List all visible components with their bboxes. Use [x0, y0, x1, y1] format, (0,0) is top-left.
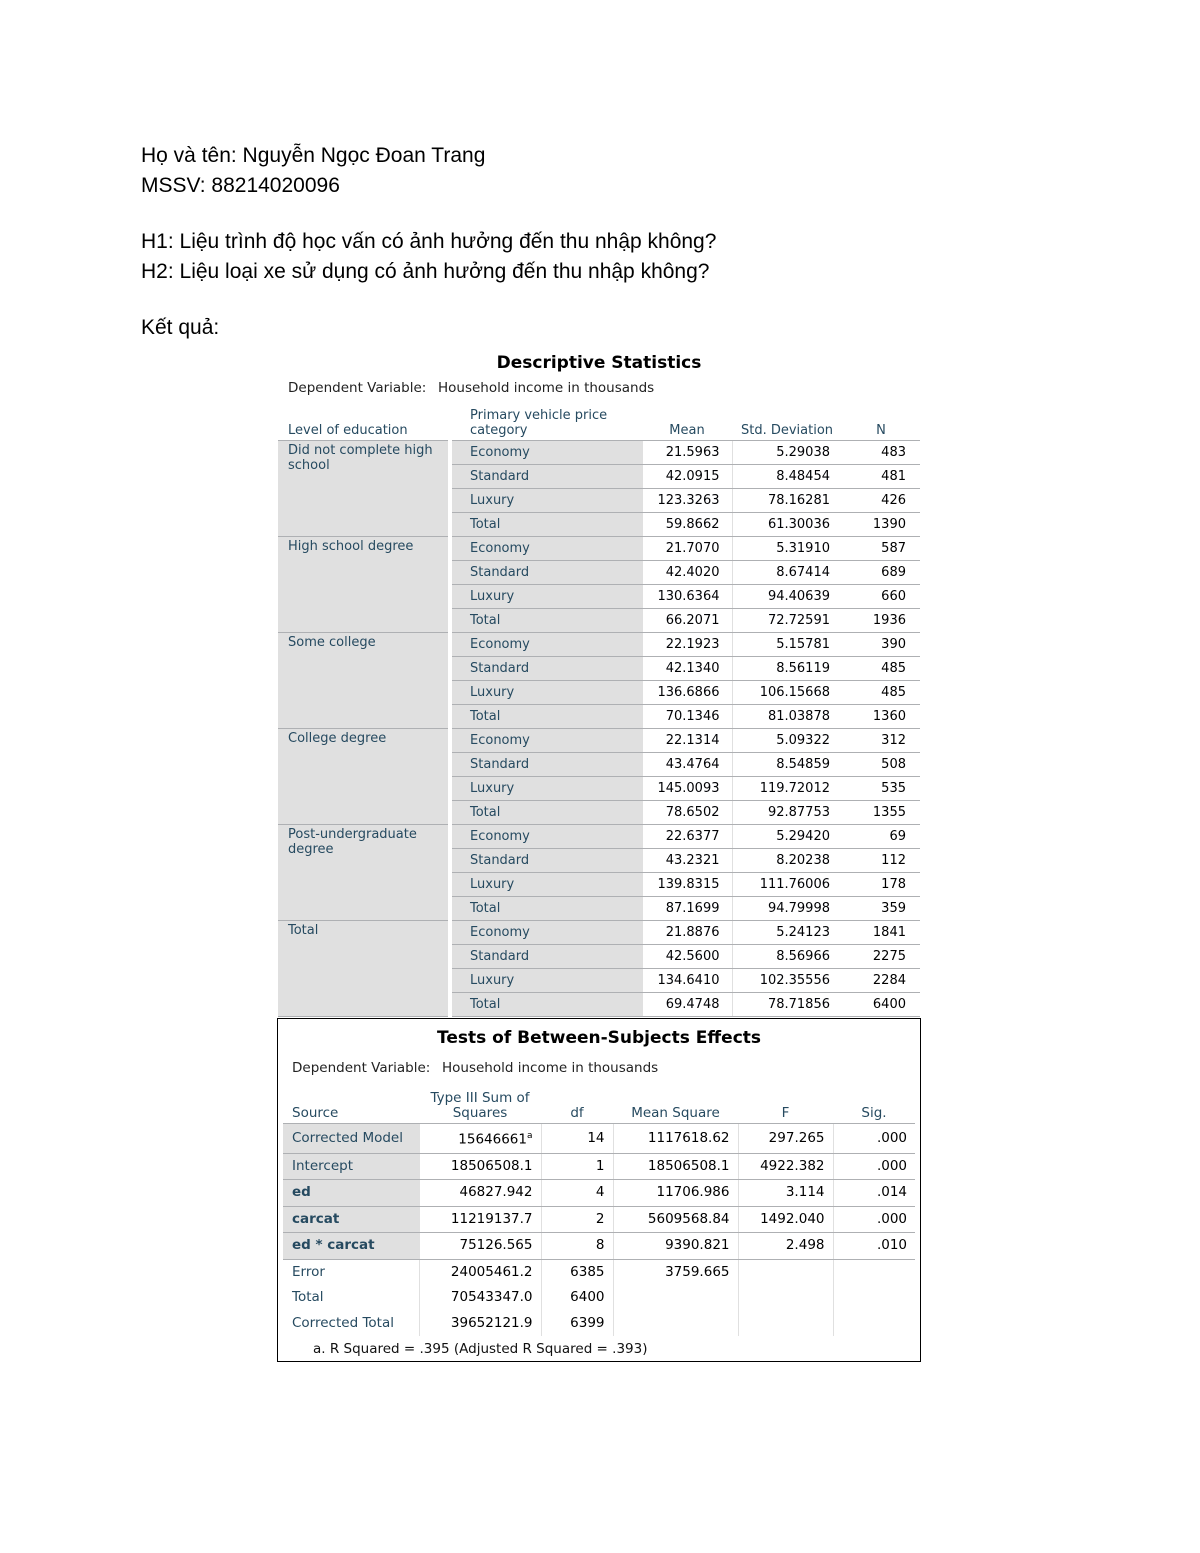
- source-cell: ed * carcat: [283, 1233, 419, 1260]
- n-value: 587: [842, 537, 920, 561]
- table-row: [283, 1124, 915, 1154]
- education-level: Post-undergraduate degree: [278, 825, 450, 921]
- std-value: 8.54859: [732, 753, 842, 777]
- mean-value: 139.8315: [642, 873, 732, 897]
- n-value: 1360: [842, 705, 920, 729]
- std-value: 102.35556: [732, 969, 842, 993]
- vehicle-category: Total: [460, 801, 642, 825]
- df-cell: 6400: [541, 1285, 613, 1311]
- mean-value: 130.6364: [642, 585, 732, 609]
- std-value: 119.72012: [732, 777, 842, 801]
- n-value: 535: [842, 777, 920, 801]
- vehicle-category: Economy: [460, 633, 642, 657]
- table-row: [278, 921, 920, 945]
- vehicle-category: Luxury: [460, 873, 642, 897]
- mean-value: 42.5600: [642, 945, 732, 969]
- ss-cell: [419, 1206, 541, 1233]
- n-value: 485: [842, 681, 920, 705]
- ms-cell: 1117618.62: [613, 1124, 738, 1154]
- df-cell: 4: [541, 1180, 613, 1207]
- table-row: [278, 825, 920, 849]
- std-value: 78.71856: [732, 993, 842, 1017]
- between-subjects-table: [277, 1018, 921, 1362]
- ss-cell: [419, 1180, 541, 1207]
- std-value: 8.56966: [732, 945, 842, 969]
- header-level: Level of education: [278, 400, 450, 441]
- std-value: 81.03878: [732, 705, 842, 729]
- f-cell: [738, 1259, 833, 1285]
- footnote-marker: a: [526, 1131, 533, 1141]
- df-cell: 14: [541, 1124, 613, 1154]
- sig-cell: .000: [833, 1124, 915, 1154]
- n-value: 1355: [842, 801, 920, 825]
- table-row: [283, 1285, 915, 1311]
- mean-value: 21.8876: [642, 921, 732, 945]
- mean-value: 22.6377: [642, 825, 732, 849]
- ms-cell: 5609568.84: [613, 1206, 738, 1233]
- mean-value: 43.4764: [642, 753, 732, 777]
- vehicle-category: Standard: [460, 561, 642, 585]
- ss-value: 18506508.1: [450, 1157, 533, 1174]
- hypothesis-2: H2: Liệu loại xe sử dụng có ảnh hưởng đến thu nhập không?: [141, 260, 710, 283]
- header-f: F: [738, 1081, 833, 1124]
- tests-depvar-label: Dependent Variable:: [292, 1060, 431, 1076]
- table-row: [283, 1180, 915, 1207]
- descriptive-statistics-table: [278, 350, 920, 1017]
- df-cell: 6385: [541, 1259, 613, 1285]
- mean-value: 21.5963: [642, 441, 732, 465]
- f-cell: 4922.382: [738, 1153, 833, 1180]
- header-df: df: [541, 1081, 613, 1124]
- std-value: 111.76006: [732, 873, 842, 897]
- std-value: 5.29038: [732, 441, 842, 465]
- ms-cell: 3759.665: [613, 1259, 738, 1285]
- tests-title: Tests of Between-Subjects Effects: [436, 1028, 762, 1048]
- sig-cell: .000: [833, 1153, 915, 1180]
- df-cell: 8: [541, 1233, 613, 1260]
- vehicle-category: Total: [460, 993, 642, 1017]
- intro-text: [141, 141, 716, 343]
- n-value: 1390: [842, 513, 920, 537]
- sig-cell: .000: [833, 1206, 915, 1233]
- std-value: 92.87753: [732, 801, 842, 825]
- n-value: 390: [842, 633, 920, 657]
- std-value: 72.72591: [732, 609, 842, 633]
- n-value: 485: [842, 657, 920, 681]
- n-value: 689: [842, 561, 920, 585]
- mean-value: 21.7070: [642, 537, 732, 561]
- depvar-label: Dependent Variable:: [288, 380, 427, 396]
- source-cell: ed: [283, 1180, 419, 1207]
- education-level: High school degree: [278, 537, 450, 633]
- vehicle-category: Total: [460, 705, 642, 729]
- mean-value: 66.2071: [642, 609, 732, 633]
- n-value: 508: [842, 753, 920, 777]
- vehicle-category: Total: [460, 897, 642, 921]
- vehicle-category: Luxury: [460, 489, 642, 513]
- std-value: 5.15781: [732, 633, 842, 657]
- std-value: 78.16281: [732, 489, 842, 513]
- header-ms: Mean Square: [613, 1081, 738, 1124]
- mean-value: 42.1340: [642, 657, 732, 681]
- header-source: Source: [283, 1081, 419, 1124]
- header-sig: Sig.: [833, 1081, 915, 1124]
- descriptive-depvar: [278, 376, 920, 400]
- n-value: 359: [842, 897, 920, 921]
- df-cell: 1: [541, 1153, 613, 1180]
- sig-cell: [833, 1285, 915, 1311]
- ss-value: 11219137.7: [450, 1210, 533, 1227]
- mean-value: 70.1346: [642, 705, 732, 729]
- ss-value: 39652121.9: [450, 1314, 533, 1331]
- ss-value: 75126.565: [459, 1237, 533, 1254]
- mean-value: 43.2321: [642, 849, 732, 873]
- source-cell: carcat: [283, 1206, 419, 1233]
- mean-value: 134.6410: [642, 969, 732, 993]
- descriptive-title: Descriptive Statistics: [496, 353, 702, 373]
- ss-cell: [419, 1259, 541, 1285]
- mean-value: 123.3263: [642, 489, 732, 513]
- std-value: 106.15668: [732, 681, 842, 705]
- f-cell: 3.114: [738, 1180, 833, 1207]
- source-cell: Intercept: [283, 1153, 419, 1180]
- n-value: 481: [842, 465, 920, 489]
- std-value: 5.29420: [732, 825, 842, 849]
- source-cell: Corrected Model: [283, 1124, 419, 1154]
- sig-cell: [833, 1311, 915, 1337]
- table-row: [283, 1153, 915, 1180]
- table-row: [278, 633, 920, 657]
- ss-value: 46827.942: [459, 1184, 533, 1201]
- source-cell: Error: [283, 1259, 419, 1285]
- hypothesis-1: H1: Liệu trình độ học vấn có ảnh hưởng đến thu nhập không?: [141, 230, 717, 253]
- sig-cell: .010: [833, 1233, 915, 1260]
- ss-cell: [419, 1233, 541, 1260]
- ms-cell: 11706.986: [613, 1180, 738, 1207]
- source-cell: Total: [283, 1285, 419, 1311]
- ms-cell: [613, 1285, 738, 1311]
- ms-cell: 18506508.1: [613, 1153, 738, 1180]
- ss-cell: [419, 1285, 541, 1311]
- mean-value: 59.8662: [642, 513, 732, 537]
- vehicle-category: Luxury: [460, 777, 642, 801]
- vehicle-category: Total: [460, 609, 642, 633]
- vehicle-category: Total: [460, 513, 642, 537]
- tests-depvar-value: Household income in thousands: [442, 1060, 659, 1076]
- header-category: Primary vehicle price category: [460, 400, 642, 441]
- vehicle-category: Luxury: [460, 969, 642, 993]
- n-value: 426: [842, 489, 920, 513]
- mean-value: 42.4020: [642, 561, 732, 585]
- table-row: [278, 729, 920, 753]
- std-value: 94.79998: [732, 897, 842, 921]
- n-value: 1841: [842, 921, 920, 945]
- vehicle-category: Standard: [460, 849, 642, 873]
- std-value: 5.24123: [732, 921, 842, 945]
- std-value: 61.30036: [732, 513, 842, 537]
- n-value: 312: [842, 729, 920, 753]
- table-row: [278, 441, 920, 465]
- mean-value: 22.1314: [642, 729, 732, 753]
- mean-value: 87.1699: [642, 897, 732, 921]
- mean-value: 78.6502: [642, 801, 732, 825]
- ss-cell: [419, 1153, 541, 1180]
- n-value: 69: [842, 825, 920, 849]
- vehicle-category: Luxury: [460, 681, 642, 705]
- n-value: 660: [842, 585, 920, 609]
- vehicle-category: Standard: [460, 465, 642, 489]
- footnote: a. R Squared = .395 (Adjusted R Squared = .393): [313, 1341, 648, 1357]
- ms-cell: 9390.821: [613, 1233, 738, 1260]
- table-row: [283, 1206, 915, 1233]
- std-value: 94.40639: [732, 585, 842, 609]
- std-value: 8.67414: [732, 561, 842, 585]
- ms-cell: [613, 1311, 738, 1337]
- student-id: MSSV: 88214020096: [141, 174, 340, 197]
- n-value: 178: [842, 873, 920, 897]
- n-value: 2275: [842, 945, 920, 969]
- table-row: [283, 1233, 915, 1260]
- tests-depvar: [278, 1055, 920, 1081]
- f-cell: 2.498: [738, 1233, 833, 1260]
- vehicle-category: Standard: [460, 945, 642, 969]
- education-level: Total: [278, 921, 450, 1017]
- vehicle-category: Economy: [460, 441, 642, 465]
- n-value: 6400: [842, 993, 920, 1017]
- n-value: 112: [842, 849, 920, 873]
- table-row: [283, 1311, 915, 1337]
- vehicle-category: Economy: [460, 729, 642, 753]
- mean-value: 136.6866: [642, 681, 732, 705]
- table-row: [283, 1259, 915, 1285]
- df-cell: 2: [541, 1206, 613, 1233]
- header-std: Std. Deviation: [732, 400, 842, 441]
- vehicle-category: Standard: [460, 753, 642, 777]
- ss-cell: [419, 1124, 541, 1154]
- vehicle-category: Economy: [460, 825, 642, 849]
- f-cell: [738, 1285, 833, 1311]
- header-n: N: [842, 400, 920, 441]
- header-mean: Mean: [642, 400, 732, 441]
- vehicle-category: Standard: [460, 657, 642, 681]
- mean-value: 22.1923: [642, 633, 732, 657]
- std-value: 8.20238: [732, 849, 842, 873]
- df-cell: 6399: [541, 1311, 613, 1337]
- education-level: Did not complete high school: [278, 441, 450, 537]
- f-cell: 1492.040: [738, 1206, 833, 1233]
- n-value: 1936: [842, 609, 920, 633]
- table-row: [278, 537, 920, 561]
- std-value: 8.56119: [732, 657, 842, 681]
- education-level: College degree: [278, 729, 450, 825]
- sig-cell: [833, 1259, 915, 1285]
- mean-value: 42.0915: [642, 465, 732, 489]
- ss-value: 70543347.0: [450, 1289, 533, 1306]
- ss-value: 15646661: [458, 1131, 527, 1148]
- student-name: Họ và tên: Nguyễn Ngọc Đoan Trang: [141, 144, 486, 167]
- mean-value: 145.0093: [642, 777, 732, 801]
- n-value: 483: [842, 441, 920, 465]
- f-cell: [738, 1311, 833, 1337]
- depvar-value: Household income in thousands: [438, 380, 655, 396]
- vehicle-category: Economy: [460, 921, 642, 945]
- vehicle-category: Economy: [460, 537, 642, 561]
- n-value: 2284: [842, 969, 920, 993]
- std-value: 8.48454: [732, 465, 842, 489]
- f-cell: 297.265: [738, 1124, 833, 1154]
- source-cell: Corrected Total: [283, 1311, 419, 1337]
- vehicle-category: Luxury: [460, 585, 642, 609]
- sig-cell: .014: [833, 1180, 915, 1207]
- std-value: 5.31910: [732, 537, 842, 561]
- ss-cell: [419, 1311, 541, 1337]
- ss-value: 24005461.2: [450, 1263, 533, 1280]
- header-ss: Type III Sum of Squares: [419, 1081, 541, 1124]
- education-level: Some college: [278, 633, 450, 729]
- std-value: 5.09322: [732, 729, 842, 753]
- result-heading: Kết quả:: [141, 316, 220, 339]
- mean-value: 69.4748: [642, 993, 732, 1017]
